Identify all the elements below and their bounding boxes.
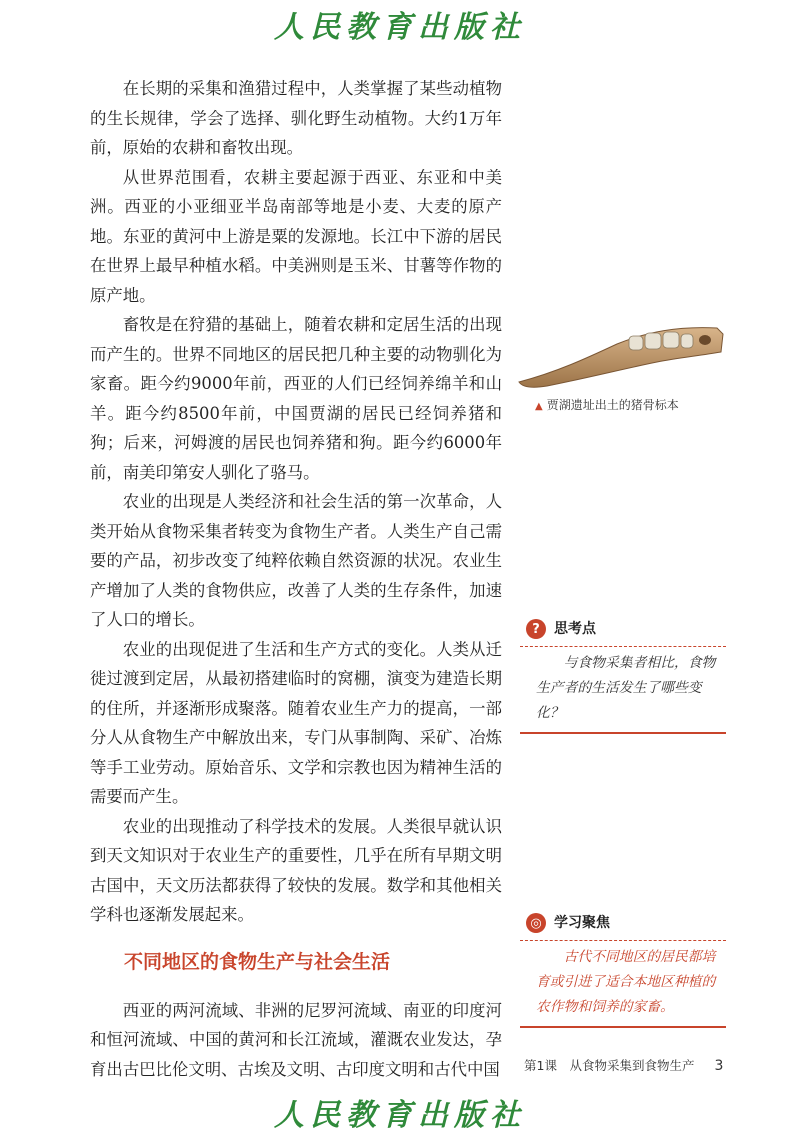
section-title: 不同地区的食物生产与社会生活 — [124, 950, 391, 973]
paragraph: 农业的出现是人类经济和社会生活的第一次革命，人类开始从食物采集者转变为食物生产者。人类生产自己需要的产品，初步改变了纯粹依赖自然资源的状况。农业生产增加了人类的食物供应，改善了人类的生存条件，加速了人口的增长。 — [90, 492, 502, 629]
bone-specimen-image — [517, 322, 727, 390]
focus-box-text: 古代不同地区的居民都培育或引进了适合本地区种植的农作物和饲养的家畜。 — [536, 949, 716, 1015]
caption-text: 贾湖遗址出土的猪骨标本 — [546, 398, 679, 412]
paragraph: 在长期的采集和渔猎过程中，人类掌握了某些动植物的生长规律，学会了选择、驯化野生动植物。大约1万年前，原始的农耕和畜牧出现。 — [90, 79, 502, 157]
focus-box — [520, 910, 726, 1028]
paragraph: 畜牧是在狩猎的基础上，随着农耕和定居生活的出现而产生的。世界不同地区的居民把几种主要的动物驯化为家畜。距今约9000年前，西亚的人们已经饲养绵羊和山羊。距今约8500年前，中国贾湖的居民已经饲养猪和狗；后来，河姆渡的居民也饲养猪和狗。距今约6000年前，南美印第安人驯化了骆马。 — [90, 315, 502, 482]
think-box-header — [520, 616, 726, 647]
page-footer — [524, 1056, 723, 1074]
lesson-title: 第1课 从食物采集到食物生产 — [524, 1058, 695, 1073]
paragraph: 农业的出现推动了科学技术的发展。人类很早就认识到天文知识对于农业生产的重要性，几乎在所有早期文明古国中，天文历法都获得了较快的发展。数学和其他相关学科也逐渐发展起来。 — [90, 816, 502, 924]
think-box — [520, 616, 726, 734]
bone-figure — [517, 322, 727, 413]
publisher-logo-top: 人民教育出版社 — [274, 10, 526, 45]
main-text — [90, 74, 502, 1084]
target-icon: ◎ — [526, 913, 546, 933]
paragraph: 农业的出现促进了生活和生产方式的变化。人类从迁徙过渡到定居，从最初搭建临时的窝棚，演变为建造长期的住所，并逐渐形成聚落。随着农业生产力的提高，一部分人从食物生产中解放出来，专门从事制陶、采矿、冶炼等手工业劳动。原始音乐、文学和宗教也因为精神生活的需要而产生。 — [90, 639, 502, 806]
figure-caption — [517, 396, 727, 413]
triangle-icon: ▲ — [535, 401, 543, 412]
paragraph: 从世界范围看，农耕主要起源于西亚、东亚和中美洲。西亚的小亚细亚半岛南部等地是小麦、大麦的原产地。东亚的黄河中上游是粟的发源地。长江中下游的居民在世界上最早种植水稻。中美洲则是玉米、甘薯等作物的原产地。 — [90, 167, 502, 305]
page-number: 3 — [714, 1058, 724, 1074]
paragraph: 西亚的两河流域、非洲的尼罗河流域、南亚的印度河和恒河流域、中国的黄河和长江流域，灌溉农业发达，孕育出古巴比伦文明、古埃及文明、古印度文明和古代中国 — [90, 1000, 502, 1079]
publisher-logo-bottom: 人民教育出版社 — [274, 1098, 526, 1133]
think-box-title: 思考点 — [554, 620, 596, 637]
think-box-frame — [520, 616, 726, 734]
question-icon: ? — [526, 619, 546, 639]
focus-box-title: 学习聚焦 — [554, 914, 610, 931]
think-box-text: 与食物采集者相比，食物生产者的生活发生了哪些变化？ — [536, 655, 716, 721]
focus-box-header — [520, 910, 726, 941]
focus-box-frame — [520, 910, 726, 1028]
